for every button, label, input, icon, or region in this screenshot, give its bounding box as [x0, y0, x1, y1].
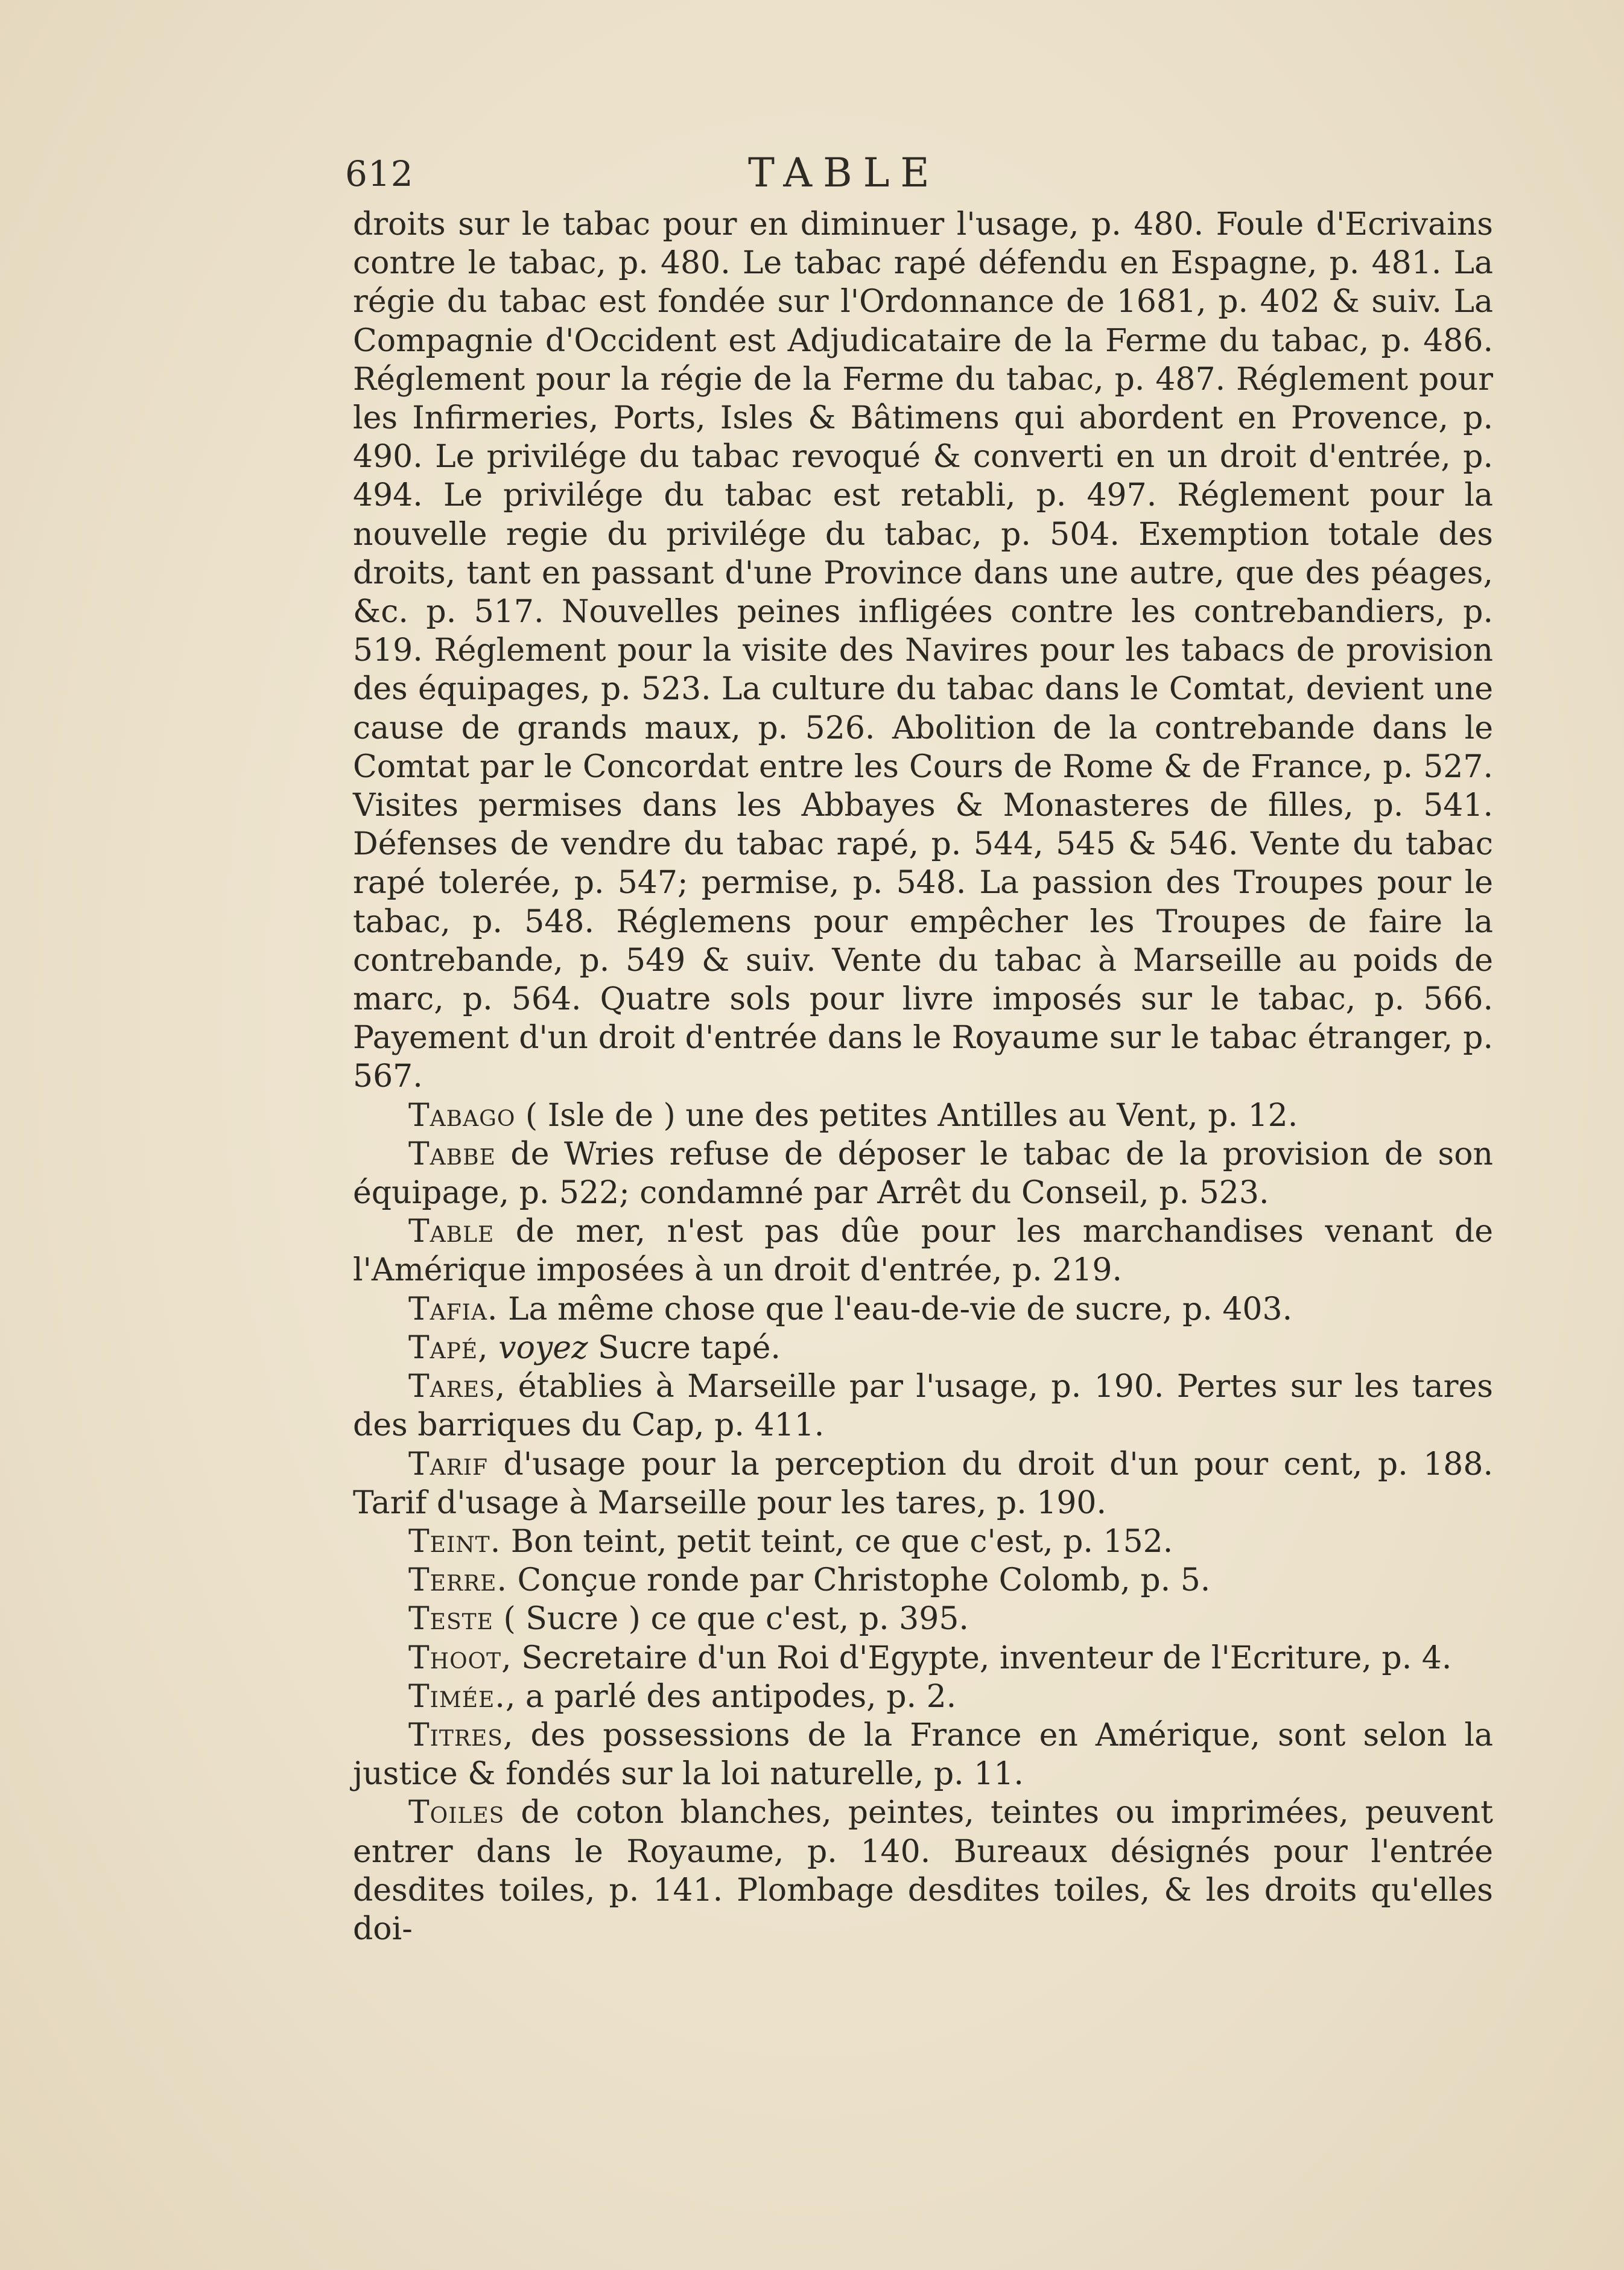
entry-headword: Tarif	[408, 1446, 488, 1483]
entry-text: de Wries refuse de déposer le tabac de la provision de son équipage, p. 522; condamné par Arrêt du Conseil, p. 523.	[353, 1136, 1493, 1212]
page-number: 612	[345, 153, 414, 194]
entry-text: d'usage pour la perception du droit d'un pour cent, p. 188. Tarif d'usage à Marseille pour les tares, p. 190.	[353, 1446, 1493, 1521]
entry-headword: Teste	[408, 1601, 493, 1638]
index-entry-continuation	[353, 205, 1493, 1096]
entry-text: droits sur le tabac pour en diminuer l'usage, p. 480. Foule d'Ecrivains contre le tabac, p. 480. Le tabac rapé défendu en Espagne, p. 481. La régie du tabac est fondée sur l'Ordonnance de 1681, p. 402 & suiv. La Compagnie d'Occident est Adjudicataire de la Ferme du tabac, p. 486. Réglement pour la régie de la Ferme du tabac, p. 487. Réglement pour les Infirmeries, Ports, Isles & Bâtimens qui abordent en Provence, p. 490. Le privilége du tabac revoqué & converti en un droit d'entrée, p. 494. Le privilége du tabac est retabli, p. 497. Réglement pour la nouvelle regie du privilége du tabac, p. 504. Exemption totale des droits, tant en passant d'une Province dans une autre, que des péages, &c. p. 517. Nouvelles peines infligées contre les contrebandiers, p. 519. Réglement pour la visite des Navires pour les tabacs de provision des équipages, p. 523. La culture du tabac dans le Comtat, devient une cause de grands maux, p. 526. Abolition de la contrebande dans le Comtat par le Concordat entre les Cours de Rome & de France, p. 527. Visites permises dans les Abbayes & Monasteres de filles, p. 541. Défenses de vendre du tabac rapé, p. 544, 545 & 546. Vente du tabac rapé tolerée, p. 547; permise, p. 548. La passion des Troupes pour le tabac, p. 548. Réglemens pour empêcher les Troupes de faire la contrebande, p. 549 & suiv. Vente du tabac à Marseille au poids de marc, p. 564. Quatre sols pour livre imposés sur le tabac, p. 566. Payement d'un droit d'entrée dans le Royaume sur le tabac étranger, p. 567.	[353, 206, 1493, 1095]
index-entry	[353, 1367, 1493, 1445]
entry-text: ( Isle de ) une des petites Antilles au Vent, p. 12.	[515, 1097, 1298, 1134]
entry-text: , Secretaire d'un Roi d'Egypte, inventeur de l'Ecriture, p. 4.	[501, 1639, 1452, 1676]
entry-text: Conçue ronde par Christophe Colomb, p. 5.	[507, 1562, 1211, 1599]
entry-headword: Teint.	[408, 1523, 501, 1560]
entry-headword: Titres	[408, 1717, 503, 1753]
entry-headword: Thoot	[408, 1639, 502, 1676]
index-entry	[353, 1677, 1493, 1716]
entry-headword: Tares	[408, 1369, 495, 1405]
index-entry	[353, 1716, 1493, 1793]
index-entry	[353, 1135, 1493, 1212]
entry-headword: Terre.	[408, 1562, 507, 1599]
entry-text: de mer, n'est pas dûe pour les marchandises venant de l'Amérique imposées à un droit d'entrée, p. 219.	[353, 1213, 1493, 1289]
index-entry	[353, 1522, 1493, 1561]
running-title: TABLE	[748, 150, 940, 196]
page-header	[0, 150, 1624, 198]
index-entry	[353, 1561, 1493, 1600]
index-entry	[353, 1096, 1493, 1135]
entry-text: ( Sucre ) ce que c'est, p. 395.	[493, 1601, 969, 1638]
entry-headword: Toiles	[408, 1795, 505, 1831]
entry-text: Sucre tapé.	[588, 1329, 781, 1366]
entry-text: , a parlé des antipodes, p. 2.	[505, 1678, 957, 1715]
index-entry	[353, 1290, 1493, 1329]
index-entry	[353, 1600, 1493, 1638]
entry-text: , des possessions de la France en Amérique, sont selon la justice & fondés sur la loi naturelle, p. 11.	[353, 1717, 1493, 1793]
index-entry	[353, 1445, 1493, 1522]
entry-headword: Tapé,	[408, 1329, 489, 1366]
entry-cross-reference: voyez	[498, 1329, 588, 1366]
index-entry	[353, 1793, 1493, 1948]
entry-headword: Timée.	[408, 1678, 506, 1715]
entry-headword: Tafia.	[408, 1291, 498, 1327]
index-entry	[353, 1212, 1493, 1289]
entry-headword: Tabago	[408, 1097, 516, 1134]
index-text	[353, 205, 1493, 1948]
entry-text: de coton blanches, peintes, teintes ou imprimées, peuvent entrer dans le Royaume, p. 140. Bureaux désignés pour l'entrée desdites toiles, p. 141. Plombage desdites toiles, & les droits qu'elles doi-	[353, 1795, 1493, 1947]
entry-text: La même chose que l'eau-de-vie de sucre, p. 403.	[498, 1291, 1293, 1327]
index-entry	[353, 1329, 1493, 1367]
entry-headword: Table	[408, 1213, 495, 1250]
entry-headword: Tabbe	[408, 1136, 496, 1172]
entry-text: , établies à Marseille par l'usage, p. 190. Pertes sur les tares des barriques du Cap, p. 411.	[353, 1369, 1493, 1444]
index-entry	[353, 1639, 1493, 1677]
entry-text: Bon teint, petit teint, ce que c'est, p. 152.	[501, 1523, 1173, 1560]
